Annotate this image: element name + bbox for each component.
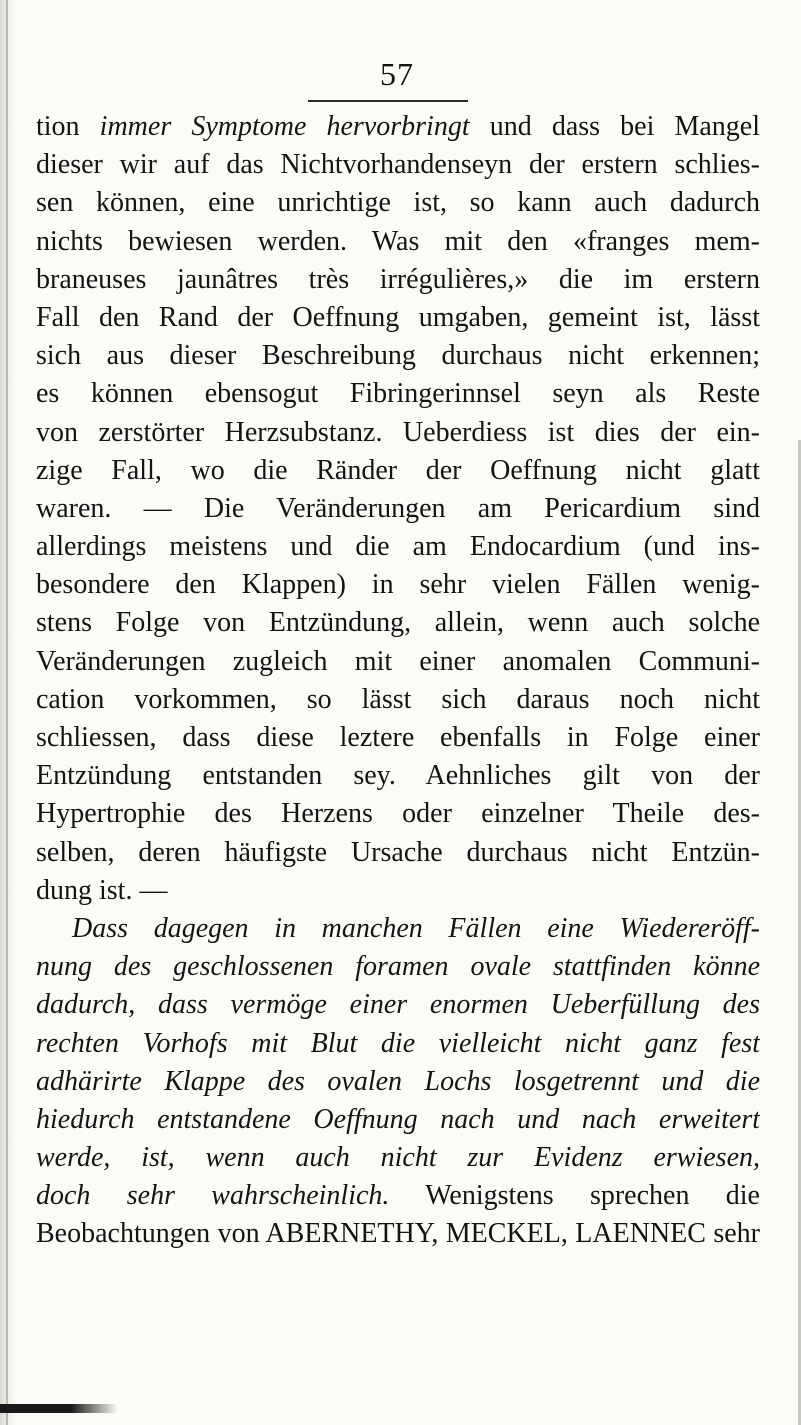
text-line [36, 643, 760, 681]
text-line [36, 261, 760, 299]
text-line [36, 910, 760, 948]
text-line [36, 681, 760, 719]
text-segment: immer Symptome hervorbringt [99, 111, 470, 142]
text-segment: rechten Vorhofs mit Blut die vielleicht nicht ganz fest [36, 1027, 760, 1059]
text-segment: dung ist. — [36, 874, 168, 906]
bottom-edge-mark [0, 1404, 118, 1413]
text-line [36, 986, 760, 1024]
text-segment: Dass dagegen in manchen Fällen eine Wiedereröff- [72, 912, 760, 944]
text-line [36, 108, 760, 146]
gutter-edge-line [6, 0, 8, 1425]
text-segment: Veränderungen zugleich mit einer anomalen Communi- [36, 645, 760, 677]
text-line [36, 948, 760, 986]
text-line [36, 795, 760, 833]
text-segment: nung des geschlossenen foramen ovale stattfinden könne [36, 951, 760, 983]
text-segment: sich aus dieser Beschreibung durchaus nicht erkennen; [36, 340, 760, 372]
text-line [36, 375, 760, 413]
text-segment: Entzündung entstanden sey. Aehnliches gilt von der [36, 760, 760, 792]
text-segment: zige Fall, wo die Ränder der Oeffnung nicht glatt [36, 454, 760, 486]
text-segment: allerdings meistens und die am Endocardium (und ins- [36, 531, 760, 563]
page-gutter-shadow [0, 0, 16, 1425]
text-segment: werde, ist, wenn auch nicht zur Evidenz erwiesen, [36, 1142, 760, 1174]
header-rule [308, 100, 468, 102]
text-line [36, 414, 760, 452]
text-line [36, 490, 760, 528]
text-line [36, 834, 760, 872]
text-line [36, 337, 760, 375]
text-segment: schliessen, dass diese leztere ebenfalls in Folge einer [36, 722, 760, 753]
text-line [36, 872, 760, 910]
text-line [36, 146, 760, 184]
body-text [36, 108, 760, 1254]
text-segment: besondere den Klappen) in sehr vielen Fällen wenig- [36, 569, 760, 601]
text-line [36, 299, 760, 337]
text-line [36, 1101, 760, 1139]
text-segment: Fall den Rand der Oeffnung umgaben, gemeint ist, lässt [36, 301, 760, 333]
text-segment: Hypertrophie des Herzens oder einzelner Theile des- [36, 798, 760, 830]
text-line [36, 1139, 760, 1177]
text-segment: cation vorkommen, so lässt sich daraus noch nicht [36, 683, 760, 715]
text-line [36, 1063, 760, 1101]
text-segment: Wenigstens sprechen die [389, 1180, 760, 1212]
text-segment: doch sehr wahrscheinlich. [36, 1180, 390, 1212]
text-line [36, 604, 760, 642]
text-segment: es können ebensogut Fibringerinnsel seyn als Reste [36, 378, 760, 410]
text-segment: stens Folge von Entzündung, allein, wenn auch solche [36, 607, 760, 639]
text-segment: Beobachtungen von ABERNETHY, MECKEL, LAENNEC sehr [36, 1218, 760, 1250]
text-line [36, 757, 760, 795]
text-segment: nichts bewiesen werden. Was mit den «franges mem- [36, 225, 760, 257]
text-line [36, 452, 760, 490]
text-line [36, 1215, 760, 1253]
text-segment: hiedurch entstandene Oeffnung nach und nach erweitert [36, 1103, 760, 1135]
text-segment: tion [36, 111, 100, 142]
text-segment: und dass bei Mangel [469, 111, 760, 142]
text-line [36, 528, 760, 566]
text-segment: selben, deren häufigste Ursache durchaus nicht Entzün- [36, 836, 760, 868]
text-segment: adhärirte Klappe des ovalen Lochs losgetrennt und die [36, 1065, 760, 1097]
text-segment: sen können, eine unrichtige ist, so kann auch dadurch [36, 187, 760, 219]
text-segment: dadurch, dass vermöge einer enormen Ueberfüllung des [36, 989, 760, 1021]
text-segment: waren. — Die Veränderungen am Pericardium sind [36, 492, 760, 524]
text-line [36, 719, 760, 757]
text-line [36, 566, 760, 604]
text-line [36, 1177, 760, 1215]
text-segment: braneuses jaunâtres très irrégulières,» die im erstern [36, 263, 760, 295]
text-segment: dieser wir auf das Nichtvorhandenseyn der erstern schlies- [36, 149, 760, 181]
text-line [36, 1025, 760, 1063]
text-segment: von zerstörter Herzsubstanz. Ueberdiess ist dies der ein- [36, 416, 760, 448]
text-line [36, 223, 760, 261]
page-number: 57 [380, 56, 414, 92]
text-line [36, 184, 760, 222]
